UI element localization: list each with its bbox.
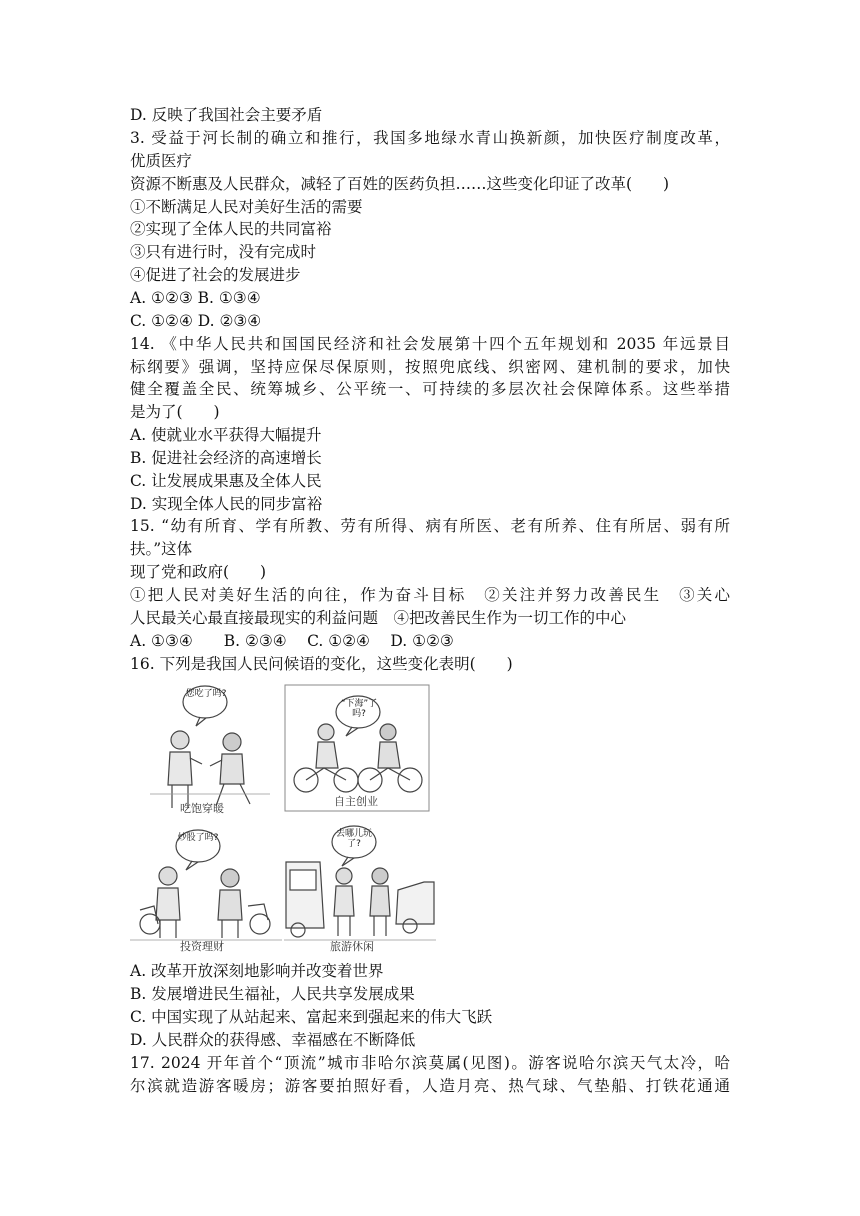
q15-statements-line1: ①把人民对美好生活的向往，作为奋斗目标 ②关注并努力改善民生 ③关心 xyxy=(130,586,730,604)
q2-option-d: D. 反映了我国社会主要矛盾 xyxy=(130,106,323,124)
q3-statement-3: ③只有进行时，没有完成时 xyxy=(130,243,317,261)
q16-option-a: A. 改革开放深刻地影响并改变着世界 xyxy=(130,962,384,980)
figure-panel-1 xyxy=(150,680,270,820)
q15-stem-line1: 15. “幼有所育、学有所教、劳有所得、病有所医、老有所养、住有所居、弱有所 xyxy=(130,517,730,535)
q14-option-c: C. 让发展成果惠及全体人民 xyxy=(130,472,322,490)
q14-option-a: A. 使就业水平获得大幅提升 xyxy=(130,426,322,444)
figure-panel-2 xyxy=(284,684,430,812)
q3-options-ab: A. ①②③ B. ①③④ xyxy=(130,289,261,307)
q14-stem-line2: 标纲要》强调，坚持应保尽保原则，按照兜底线、织密网、建机制的要求，加快 xyxy=(130,358,730,376)
q16-option-c: C. 中国实现了从站起来、富起来到强起来的伟大飞跃 xyxy=(130,1008,493,1026)
q3-stem-line3: 资源不断惠及人民群众，减轻了百姓的医药负担……这些变化印证了改革( ) xyxy=(130,175,670,193)
q15-stem-line2: 扶。”这体 xyxy=(130,540,193,558)
panel-4-caption: 旅游休闲 xyxy=(330,940,374,953)
q14-option-d: D. 实现全体人民的同步富裕 xyxy=(130,495,323,513)
q3-statement-4: ④促进了社会的发展进步 xyxy=(130,266,301,284)
q15-options: A. ①③④ B. ②③④ C. ①②④ D. ①②③ xyxy=(130,632,454,650)
q16-stem: 16. 下列是我国人民问候语的变化，这些变化表明( ) xyxy=(130,655,513,673)
q14-stem-line1: 14. 《中华人民共和国国民经济和社会发展第十四个五年规划和 2035 年远景目 xyxy=(130,335,730,353)
q15-stem-line3: 现了党和政府( ) xyxy=(130,563,267,581)
panel-3-caption: 投资理财 xyxy=(180,940,224,953)
q14-stem-line3: 健全覆盖全民、统筹城乡、公平统一、可持续的多层次社会保障体系。这些举措 xyxy=(130,380,730,398)
panel-1-caption: 吃饱穿暖 xyxy=(180,802,224,815)
q17-stem-line2: 尔滨就造游客暖房；游客要拍照好看，人造月亮、热气球、气垫船、打铁花通通 xyxy=(130,1077,730,1095)
q15-statements-line2: 人民最关心最直接最现实的利益问题 ④把改善民生作为一切工作的中心 xyxy=(130,609,627,627)
q3-statement-2: ②实现了全体人民的共同富裕 xyxy=(130,220,332,238)
panel-4-bubble-text: 去哪儿玩了? xyxy=(335,829,372,849)
figure-panel-4 xyxy=(284,820,436,956)
q14-option-b: B. 促进社会经济的高速增长 xyxy=(130,449,322,467)
q3-statement-1: ①不断满足人民对美好生活的需要 xyxy=(130,198,363,216)
q3-stem-line1: 3. 受益于河长制的确立和推行，我国多地绿水青山换新颜，加快医疗制度改革， xyxy=(130,129,730,147)
q14-stem-line4: 是为了( ) xyxy=(130,403,220,421)
panel-2-caption: 自主创业 xyxy=(334,795,378,808)
figure-panel-3 xyxy=(130,820,282,956)
q16-option-b: B. 发展增进民生福祉，人民共享发展成果 xyxy=(130,985,415,1003)
q17-stem-line1: 17. 2024 开年首个“顶流”城市非哈尔滨莫属(见图)。游客说哈尔滨天气太冷，哈 xyxy=(130,1054,730,1072)
panel-2-bubble-text: “下海”了吗? xyxy=(340,699,378,719)
q16-option-d: D. 人民群众的获得感、幸福感在不断降低 xyxy=(130,1031,416,1049)
q3-options-cd: C. ①②④ D. ②③④ xyxy=(130,312,262,330)
panel-1-bubble-text: 您吃了吗? xyxy=(185,689,227,699)
panel-3-bubble-text: 炒股了吗? xyxy=(177,833,219,843)
q3-stem-line2: 优质医疗 xyxy=(130,152,193,170)
